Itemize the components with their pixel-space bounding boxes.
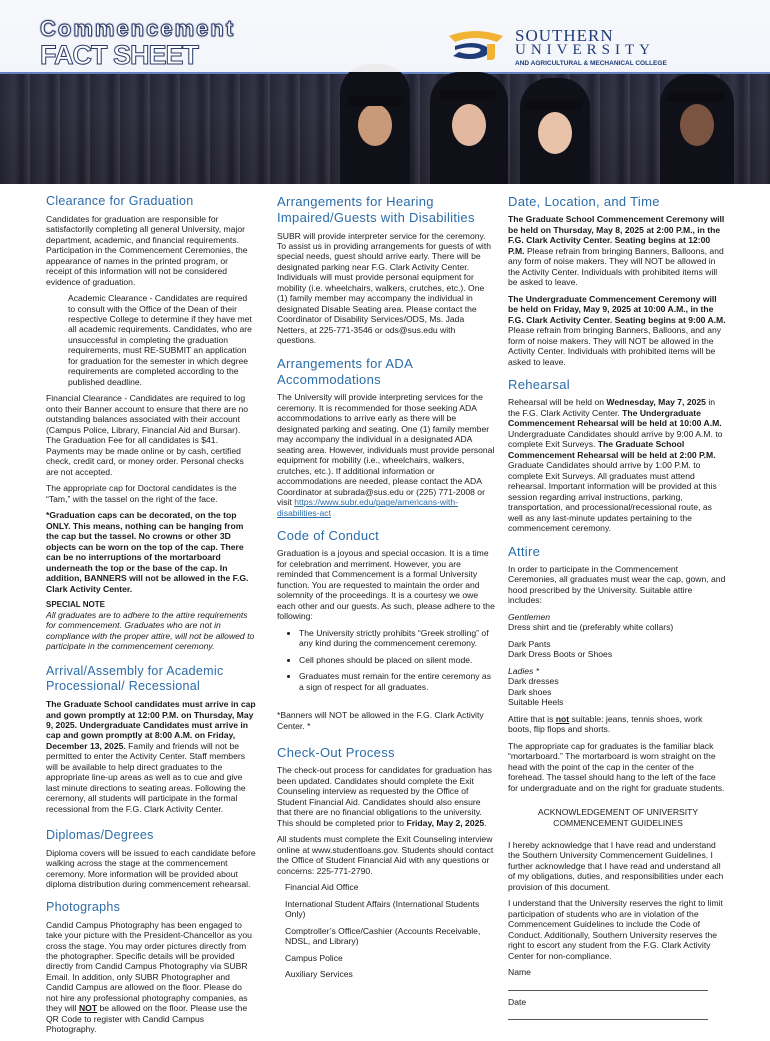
academic-clearance: Academic Clearance - Candidates are required to consult with the Office of the Dean of their respective College to determine if they have met all academic requirements. Candidates, who are unsuccessful in completing the graduation requirements, must RE-SUBMIT an application for graduation for the semester in which degree requirements are completed according to the published deadline. (68, 293, 252, 387)
graduate-cap (346, 96, 406, 106)
heading-rehearsal: Rehearsal (508, 377, 570, 393)
graduate-ceremony (508, 214, 728, 287)
diplomas-paragraph: Diploma covers will be issued to each candidate before walking across the stage at the commencement ceremony. More information will be provided about diploma distribution during commencement rehearsal. (46, 847, 256, 890)
photographs-text-end: be allowed on the floor. Please use the QR Code to register with Candid Campus Photography. (46, 1003, 248, 1035)
financial-clearance: Financial Clearance - Candidates are required to log onto their Banner account to ensure that there are no outstanding balances associated with their account (Campus Police, Library, Financial Aid and Bursar). The Graduation Fee for all candidates is $41. Payments may be made online or by cash, certified check, credit card, or money order. Personal checks are not accepted. (46, 393, 249, 477)
unsuitable-text-end: suitable: jeans, tennis shoes, work boots, flip flops and shorts. (508, 713, 703, 735)
rehearsal-text: Rehearsal will be held on (508, 397, 607, 408)
unsuitable-text: Attire that is (508, 713, 556, 724)
conduct-item: • Cell phones should be placed on silent mode. (299, 655, 495, 665)
logo-subtitle: AND AGRICULTURAL & MECHANICAL COLLEGE (515, 60, 667, 67)
graduate-cap (666, 92, 726, 102)
graduate-face (358, 104, 392, 146)
cap-paragraph: The appropriate cap for graduates is the familiar black “mortarboard.” The mortarboard is worn straight on the head with the point of the cap in the center of the forehead. The tassel should hang to the left of the face for undergraduate and on the right for graduate students. (508, 740, 725, 793)
graduate-face (538, 112, 572, 154)
conduct-list (277, 628, 495, 692)
heading-check-out: Check-Out Process (277, 745, 395, 761)
acknowledgement-paragraph-2: I understand that the University reserves the right to limit participation of students who are in violation of the Commencement Guidelines to include the Code of Conduct. Additionally, Southern University reserves the right to escort any student from the F.G. Clark Activity Center for non-compliance. (508, 898, 723, 961)
ladies-label: Ladies * (508, 665, 540, 676)
photographs-not: NOT (78, 1003, 98, 1014)
rehearsal-grad-time: The Graduate School Commencement Rehearsal will be held at 2:00 P.M. (508, 439, 716, 460)
graduate-cap (524, 100, 584, 110)
name-label: Name (508, 967, 531, 978)
arrival-details: Family and friends will not be permitted to enter the Activity Center. Staff members will be available to help direct graduates to the appropriate line-up areas as well as to cue and give last minute directions to seating areas. Following the ceremony, all students will participate in the formal recessional from the F.G. Clark Activity Center. (46, 740, 246, 814)
date-label: Date (508, 996, 527, 1007)
conduct-item: • The University strictly prohibits “Greek strolling” of any kind during the commencement ceremony. (299, 628, 495, 649)
ada-paragraph (277, 392, 495, 518)
rehearsal-text: Graduate Candidates should arrive by 1:00 P.M. to complete Exit Surveys. All graduates must attend rehearsal. Important information will be provided at this session regarding arrival instructions, parking, transportation, and processional/recessional route, as well as any last-minute updates pertaining to the commencement ceremony. (508, 460, 717, 534)
ladies-item: Dark dresses (508, 676, 559, 687)
heading-ada: Arrangements for ADA Accommodations (277, 355, 413, 388)
ladies-item: Dark shoes (508, 686, 552, 697)
heading-clearance: Clearance for Graduation (46, 194, 194, 208)
undergraduate-ceremony (508, 294, 728, 367)
logo-name-university: UNIVERSITY (515, 42, 655, 58)
heading-date-location: Date, Location, and Time (508, 194, 660, 209)
title-fact-sheet: FACT SHEET (40, 40, 199, 70)
banners-note: *Banners will NOT be allowed in the F.G. Clark Activity Center. * (277, 710, 484, 731)
rehearsal-date: Wednesday, May 7, 2025 (606, 397, 706, 408)
heading-photographs: Photographs (46, 899, 121, 914)
graduate-face (680, 104, 714, 146)
acknowledgement-paragraph: I hereby acknowledge that I have read and understand the Southern University Commencement Guidelines. I further acknowledge that I have read and understand all of my obligations, duties, and responsibilities under each provision of this document. (508, 840, 724, 892)
conduct-item: • Graduates must remain for the entire ceremony as a sign of respect for all graduates. (299, 671, 495, 692)
graduate-ceremony-rules: Please refrain from bringing Banners, Balloons, and any form of noise makers. They will NOT be allowed in the Activity Center. Individuals with prohibited items will be asked to leave. (508, 245, 724, 288)
heading-hearing-impaired: Arrangements for Hearing Impaired/Guests with Disabilities (277, 194, 475, 226)
title-commencement: Commencement (40, 16, 236, 41)
logo-name-southern: SOUTHERN (515, 26, 614, 45)
ada-text: The University will provide interpreting services for the ceremony. It is recommended for those seeking ADA accommodations to arrive early as there will be designated parking and seating. One (1) family member may accompany the individual in a designated ADA seating area. However, individuals must provide personal equipment for mobility (i.e., wheelchairs, walkers, crutches, etc.). If additional information or accommodations are needed, please contact the ADA Coordinator at subrada@sus.edu or (225) 771-2008 or visit (277, 392, 495, 508)
office-item: Financial Aid Office (285, 882, 359, 893)
header-banner (0, 0, 770, 184)
gentlemen-label: Gentlemen (508, 611, 551, 622)
checkout-text: The check-out process for candidates for graduation has been updated. Candidates should complete the Exit Counseling interview as requested by the Office of Student Financial Aid. Candidates should also ensure that there are no financial obligations to the university. This should be completed prior to (277, 765, 492, 828)
gentlemen-item: Dress shirt and tie (preferably white collars) (508, 622, 674, 633)
ladies-item: Suitable Heels (508, 697, 564, 708)
hearing-paragraph: SUBR will provide interpreter service for the ceremony. To assist us in providing arrangements for guests of with special needs, guest should arrive early. There will be designated parking near F.G. Clark Activity Center. Individuals will must provide personal equipment for mobility (i.e. wheelchairs, walkers, crutches, etc.). One (1) family member may accompany the individual in designated Disable Seating area. Please contact the Coordinator of Disability Services/ODS, Ms. Jada Netters, at 225-771-3546 or ods@sus.edu with questions. (277, 230, 491, 346)
unsuitable-not: not (555, 713, 570, 724)
office-item: Comptroller’s Office/Cashier (Accounts Receivable, NDSL, and Library) (285, 925, 481, 947)
unsuitable-attire (508, 714, 728, 735)
graduate-cap (438, 90, 498, 100)
gentlemen-item: Dark Dress Boots or Shoes (508, 649, 613, 660)
heading-code-of-conduct: Code of Conduct (277, 528, 380, 544)
checkout-date: Friday, May 2, 2025 (406, 817, 485, 828)
checkout-paragraph: The check-out process for candidates for graduation has been updated. Candidates should complete the Exit Counseling interview as requested by the Office of Student Financial Aid. Candidates should also ensure that there are no financial obligations to the university. This should be completed prior to Friday, May 2, 2025. (277, 765, 492, 828)
name-signature-line[interactable] (508, 978, 708, 991)
rehearsal-text: in the F.G. Clark Activity Center. (508, 397, 716, 418)
acknowledgement-heading: ACKNOWLEDGEMENT OF UNIVERSITY COMMENCEMENT GUIDELINES (537, 807, 699, 828)
graduate-ceremony-time: The Graduate School Commencement Ceremony will be held on Thursday, May 8, 2025 at 2:00 P.M., in the F.G. Clark Activity Center. Seating begins at 12:00 P.M. (508, 214, 725, 256)
heading-arrival: Arrival/Assembly for Academic Processional/ Recessional (46, 663, 224, 694)
exit-counseling-paragraph: All students must complete the Exit Counseling interview online at www.studentloans.gov. Students should contact the Office of Student Financial Aid with any questions or concerns: 225-771-2790. (277, 834, 494, 876)
attire-paragraph: In order to participate in the Commencement Ceremonies, all graduates must wear the cap, gown, and hood prescribed by the University. Suitable attire includes: (508, 563, 726, 606)
rehearsal-paragraph (508, 397, 728, 533)
undergraduate-ceremony-rules: Please refrain from bringing Banners, Balloons, and any form of noise makers. They will NOT be allowed in the Activity Center. Individuals with prohibited items will be asked to leave. (508, 325, 722, 367)
arrival-times: The Graduate School candidates must arrive in cap and gown promptly at 12:00 P.M. on Thursday, May 9, 2025. Undergraduate Candidates must arrive in cap and gown promptly at 8:00 A.M. on Friday, December 13, 2025. (46, 699, 256, 751)
graduate-face (452, 104, 486, 146)
office-item: International Student Affairs (International Students Only) (285, 898, 480, 920)
column-1 (46, 194, 256, 1041)
column-3 (508, 194, 728, 1026)
office-item: Auxiliary Services (285, 969, 353, 980)
date-signature-line[interactable] (508, 1007, 708, 1020)
cap-decoration-rule: *Graduation caps can be decorated, on the top ONLY. This means, nothing can be hanging from the cap but the tassel. No crowns or other 3D objects can be worn on the top of the cap. There can be no interruptions of the mortarboard underneath the top or the base of the cap. In addition, BANNERS will not be allowed in the F.G. Clark Activity Center. (46, 510, 249, 594)
column-2 (277, 194, 495, 986)
ada-link[interactable]: https://www.subr.edu/page/americans-with-disabilities-act (277, 497, 459, 518)
special-note: All graduates are to adhere to the attire requirements for commencement. Graduates who are not in compliance with the proper attire, will not be allowed to participate in the commencement ceremony. (46, 609, 255, 652)
arrival-paragraph (46, 699, 256, 814)
rehearsal-undergrad-time: The Undergraduate Commencement Rehearsal will be held at 10:00 A.M. (508, 407, 722, 429)
heading-attire: Attire (508, 543, 541, 559)
clearance-paragraph: Candidates for graduation are responsible for satisfactorily completing all general University, major department, academic, and financial requirements. Participation in the Commencement Ceremonies, the appearance of names in the printed program, or receipt of this information will not be considered evidence of graduation. (46, 213, 248, 287)
offices-list (285, 882, 495, 979)
heading-diplomas: Diplomas/Degrees (46, 828, 154, 843)
university-logo (445, 24, 755, 70)
photographs-text: Candid Campus Photography has been engaged to take your picture with the President-Chancellor as you cross the stage. You may order pictures directly from the photographer. Specific details will be provided directly from Candid Campus Photography via SUBR Email. In addition, only SUBR Photographer and Candid Campus are allowed on the floor. Please do not hire any professional photography companies, as they will (46, 919, 252, 1014)
rehearsal-text: Undergraduate Candidates should arrive by 9:00 A.M. to complete Exit Surveys. (508, 428, 723, 450)
special-note-label: SPECIAL NOTE (46, 600, 105, 610)
gentlemen-item: Dark Pants (508, 638, 551, 649)
photographs-paragraph (46, 920, 256, 1035)
doctoral-cap: The appropriate cap for Doctoral candidates is the “Tam,” with the tassel on the right of the face. (46, 483, 237, 504)
su-logo-icon (445, 28, 507, 64)
office-item: Campus Police (285, 952, 343, 963)
undergraduate-ceremony-time: The Undergraduate Commencement Ceremony will be held on Friday, May 9, 2025 at 10:00 A.M., in the F.G. Clark Activity Center. Seating begins at 9:00 A.M. (508, 293, 726, 325)
conduct-paragraph: Graduation is a joyous and special occasion. It is a time for celebration and merriment. However, you are reminded that Commencement is a formal University function. You are requested to maintain the order and solemnity of the proceedings. It is a courtesy we owe each other and our guests. As such, please adhere to the following: (277, 548, 495, 622)
